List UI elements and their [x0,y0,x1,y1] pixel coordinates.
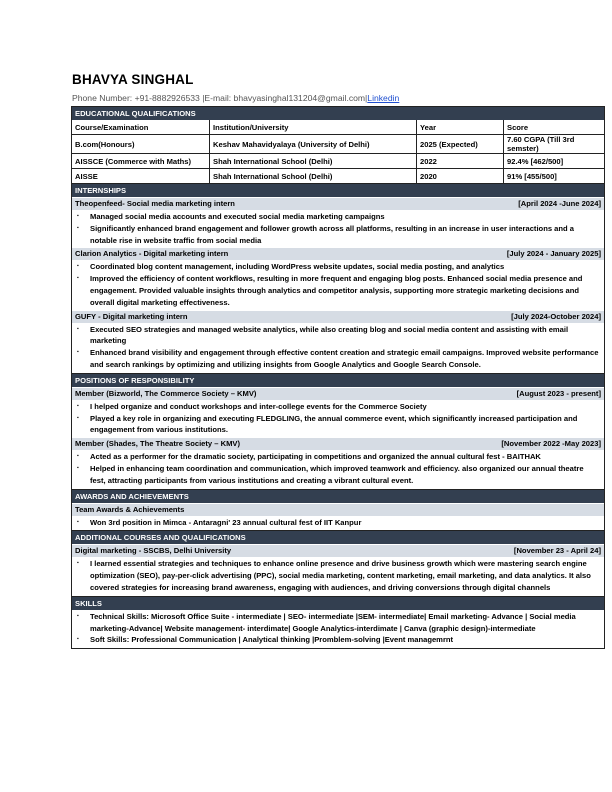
list-item: ▪ Acted as a performer for the dramatic society, participating in competitions and organized the annual cultural fest - BAITHAK [72,451,604,463]
list-item: ▪ Improved the efficiency of content workflows, resulting in more frequent and engaging blog posts. Enhanced social media presence and engagement. Provided valuable insights through analytics and competitor analysis, supporting more strategic marketing decisions and overall digital marketing effectiveness. [72,273,604,308]
table-cell: AISSCE (Commerce with Maths) [72,154,210,169]
table-cell: 91% [455/500] [504,169,605,184]
column-header: Year [417,120,504,135]
entry-date: [July 2024-October 2024] [511,311,601,321]
entry-heading-bar [72,248,604,260]
entry-heading: Member (Bizworld, The Commerce Society – KMV) [75,388,257,398]
table-cell: B.com(Honours) [72,135,210,154]
section-header: AWARDS AND ACHIEVEMENTS [72,489,604,503]
list-item: ▪ Significantly enhanced brand engagement and follower growth across all platforms, resulting in an increase in user interactions and a notable rise in website traffic from social media [72,223,604,247]
entry-date: [July 2024 - January 2025] [506,249,601,259]
table-cell: AISSE [72,169,210,184]
entry-heading-bar [72,438,604,450]
bullet-list [72,611,604,646]
entry-heading: Theopenfeed- Social media marketing intern [75,199,235,208]
bullet-list [72,451,604,486]
education-table [72,120,604,183]
resume-body [71,106,605,649]
list-item: ▪ Won 3rd position in Mimca - Antaragni' 23 annual cultural fest of IIT Kanpur [72,517,604,529]
section-header: ADDITIONAL COURSES AND QUALIFICATIONS [72,530,604,544]
list-item: ▪ Executed SEO strategies and managed website analytics, while also creating blog and social media content and assisting with email marketing [72,324,604,348]
entry-date: [April 2024 -June 2024] [518,199,601,208]
list-item: ▪ Helped in enhancing team coordination and communication, which improved teamwork and efficiency. also organized our annual theatre fest, attracting participants from various institutions and creating a vibrant cultural event. [72,463,604,487]
entry-date: [August 2023 - present] [516,388,601,398]
list-item: ▪ I helped organize and conduct workshops and inter-college events for the Commerce Society [72,401,604,413]
entry-heading-bar [72,504,604,516]
section-header: INTERNSHIPS [72,183,604,197]
entry-heading: GUFY - Digital marketing intern [75,311,188,321]
entry-heading: Clarion Analytics - Digital marketing intern [75,249,229,259]
list-item: ▪ Managed social media accounts and executed social media marketing campaigns [72,211,604,223]
entry-heading-bar [72,545,604,557]
bullet-list [72,211,604,246]
table-row [72,169,604,184]
list-item: ▪ Played a key role in organizing and executing FLEDGLING, the annual commerce event, which significantly increased participation and engagement from various institutions. [72,413,604,437]
column-header: Score [504,120,605,135]
entry-heading-bar [72,311,604,323]
bullet-list [72,401,604,436]
list-item: ▪ Soft Skills: Professional Communication | Analytical thinking |Promblem-solving |Event managemrnt [72,634,604,646]
bullet-list [72,324,604,371]
entry-heading: Member (Shades, The Theatre Society – KMV) [75,439,240,449]
table-row [72,154,604,169]
table-cell: Shah International School (Delhi) [210,154,417,169]
table-cell: Keshav Mahavidyalaya (University of Delhi) [210,135,417,154]
table-cell: 2020 [417,169,504,184]
list-item: ▪ Technical Skills: Microsoft Office Suite - intermediate | SEO- intermediate |SEM- intermediate| Email marketing- Advance | Social media marketing-Advance| Website management- interdimate| Google Analytics-interdimate | Canva (graphic design)-intermediate [72,611,604,635]
candidate-name: BHAVYA SINGHAL [72,72,194,87]
entry-heading-bar [72,388,604,400]
column-header: Course/Examination [72,120,210,135]
table-cell: Shah International School (Delhi) [210,169,417,184]
table-cell: 7.60 CGPA (Till 3rd semster) [504,135,605,154]
education-header-row [72,120,604,135]
entry-heading-bar [72,198,604,210]
bullet-list [72,261,604,308]
entry-date: [November 23 - April 24] [513,546,601,556]
list-item: ▪ Enhanced brand visibility and engagement through effective content creation and strategic email campaigns. Improved website performance and search rankings by optimizing and utilizing insights from Google Analytics and Google Search Console. [72,347,604,371]
bullet-list [72,517,604,529]
section-header-education: EDUCATIONAL QUALIFICATIONS [72,107,604,120]
entry-heading: Digital marketing - SSCBS, Delhi University [75,546,232,556]
list-item: ▪ I learned essential strategies and techniques to enhance online presence and drive business growth which were mastering search engine optimization (SEO), pay-per-click advertising (PPC), social media marketing, content marketing, email marketing, and data analytics. It also covered strategies for increasing brand awareness, engaging with audiences, and driving conversions through digital channels [72,558,604,593]
contact-info [72,93,399,103]
table-cell: 92.4% [462/500] [504,154,605,169]
entry-date: [November 2022 -May 2023] [501,439,601,449]
bullet-list [72,558,604,593]
table-cell: 2025 (Expected) [417,135,504,154]
contact-text: Phone Number: +91-8882926533 |E-mail: bhavyasinghal131204@gmail.com| [72,93,368,103]
table-row [72,135,604,154]
list-item: ▪ Coordinated blog content management, including WordPress website updates, social media posting, and analytics [72,261,604,273]
entry-heading: Team Awards & Achievements [75,504,185,514]
section-header: POSITIONS OF RESPONSIBILITY [72,373,604,387]
section-header: SKILLS [72,596,604,610]
linkedin-link[interactable]: Linkedin [367,93,400,103]
table-cell: 2022 [417,154,504,169]
column-header: Institution/University [210,120,417,135]
